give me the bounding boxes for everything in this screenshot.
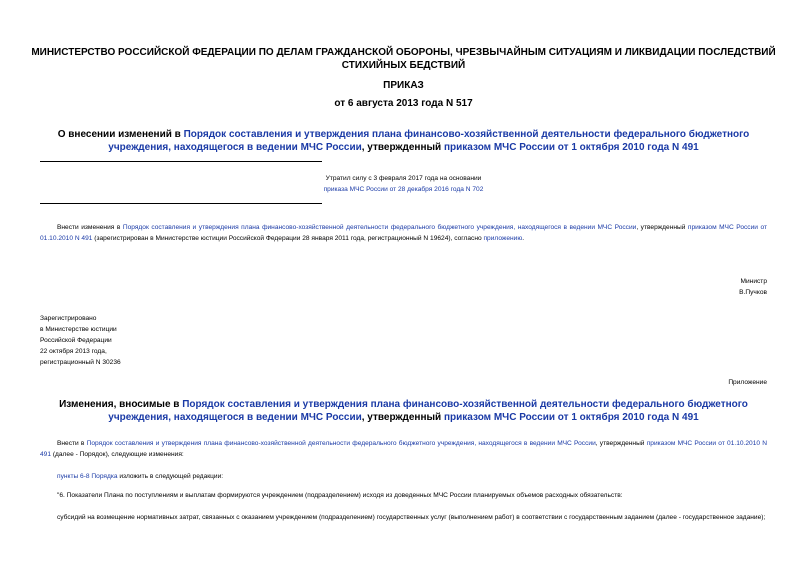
appendix-paragraph-4: субсидий на возмещение нормативных затрат, связанных с оказанием учреждением (подразделением) государственных услуг (выполнением работ) в соответствии с государственным заданием (далее - государственное задание);	[57, 514, 766, 521]
order-text-end: .	[522, 235, 525, 242]
appendix-p1-mid: , утвержденный	[595, 440, 647, 447]
appendix-p1-pre: Внести в	[57, 440, 87, 447]
notice-link-order-702[interactable]: приказа МЧС России от 28 декабря 2016 года N 702	[323, 186, 484, 193]
registration-line: Российской Федерации	[40, 337, 112, 344]
order-link-491[interactable]: приказом МЧС России от 01.10.2010 N 491	[40, 224, 768, 242]
title-text-pre: О внесении изменений в	[57, 129, 184, 140]
appendix-paragraph-3: "6. Показатели Плана по поступлениям и выплатам формируются учреждением (подразделением) исходя из доведенных МЧС России планируемых объемов расходных обязательств:	[57, 492, 623, 499]
appendix-p1-end: (далее - Порядок), следующие изменения:	[51, 451, 184, 458]
lost-force-notice	[240, 173, 567, 195]
order-link-procedure[interactable]: Порядок составления и утверждения плана финансово-хозяйственной деятельности федерального бюджетного учреждения, находящегося в ведении МЧС России	[122, 224, 637, 231]
order-text-registered: (зарегистрирован в Министерстве юстиции Российской Федерации 28 января 2011 года, регистрационный N 19624), согласно	[92, 235, 484, 242]
title-text-mid: , утвержденный	[361, 142, 444, 153]
registration-block	[40, 313, 340, 368]
order-paragraph	[40, 222, 767, 244]
appendix-p1-link-procedure[interactable]: Порядок составления и утверждения плана финансово-хозяйственной деятельности федерального бюджетного учреждения, находящегося в ведении МЧС России	[86, 440, 596, 447]
appendix-p2-end: изложить в следующей редакции:	[117, 473, 224, 480]
order-text-mid: , утвержденный	[636, 224, 688, 231]
doc-title	[40, 128, 767, 154]
registration-line: в Министерстве юстиции	[40, 326, 117, 333]
doc-type-heading: ПРИКАЗ	[383, 80, 424, 91]
order-text-pre: Внести изменения в	[57, 224, 123, 231]
notice-text: Утратил силу с 3 февраля 2017 года на основании	[325, 175, 482, 182]
appendix-label: Приложение	[728, 379, 767, 386]
appendix-title-link-491[interactable]: приказом МЧС России от 1 октября 2010 года N 491	[443, 412, 699, 423]
appendix-p1-link-491[interactable]: приказом МЧС России от 01.10.2010 N 491	[40, 440, 768, 458]
title-link-procedure[interactable]: Порядок составления и утверждения плана финансово-хозяйственной деятельности федерального бюджетного учреждения, находящегося в ведении МЧС России	[108, 129, 750, 153]
doc-date-number: от 6 августа 2013 года N 517	[334, 98, 473, 109]
registration-line: Зарегистрировано	[40, 315, 97, 322]
title-link-order-491[interactable]: приказом МЧС России от 1 октября 2010 года N 491	[443, 142, 699, 153]
registration-line: регистрационный N 30236	[40, 359, 121, 366]
registration-line: 22 октября 2013 года,	[40, 348, 107, 355]
appendix-title-pre: Изменения, вносимые в	[59, 399, 183, 410]
divider-top	[40, 161, 322, 162]
appendix-title-link-procedure[interactable]: Порядок составления и утверждения плана финансово-хозяйственной деятельности федерального бюджетного учреждения, находящегося в ведении МЧС России	[108, 399, 748, 423]
appendix-title-mid: , утвержденный	[361, 412, 444, 423]
signature-name: В.Пучков	[739, 289, 767, 296]
appendix-p2-link-points[interactable]: пункты 6-8 Порядка	[57, 473, 118, 480]
appendix-paragraph-1	[40, 438, 767, 460]
divider-bottom	[40, 203, 322, 204]
appendix-title	[40, 398, 767, 424]
appendix-paragraph-2	[40, 471, 767, 482]
signature-block	[560, 276, 767, 298]
ministry-heading: МИНИСТЕРСТВО РОССИЙСКОЙ ФЕДЕРАЦИИ ПО ДЕЛАМ ГРАЖДАНСКОЙ ОБОРОНЫ, ЧРЕЗВЫЧАЙНЫМ СИТУАЦИЯМ И ЛИКВИДАЦИИ ПОСЛЕДСТВИЙ СТИХИЙНЫХ БЕДСТВИЙ	[31, 47, 776, 71]
order-link-appendix[interactable]: приложению	[483, 235, 523, 242]
signature-role: Министр	[740, 278, 767, 285]
